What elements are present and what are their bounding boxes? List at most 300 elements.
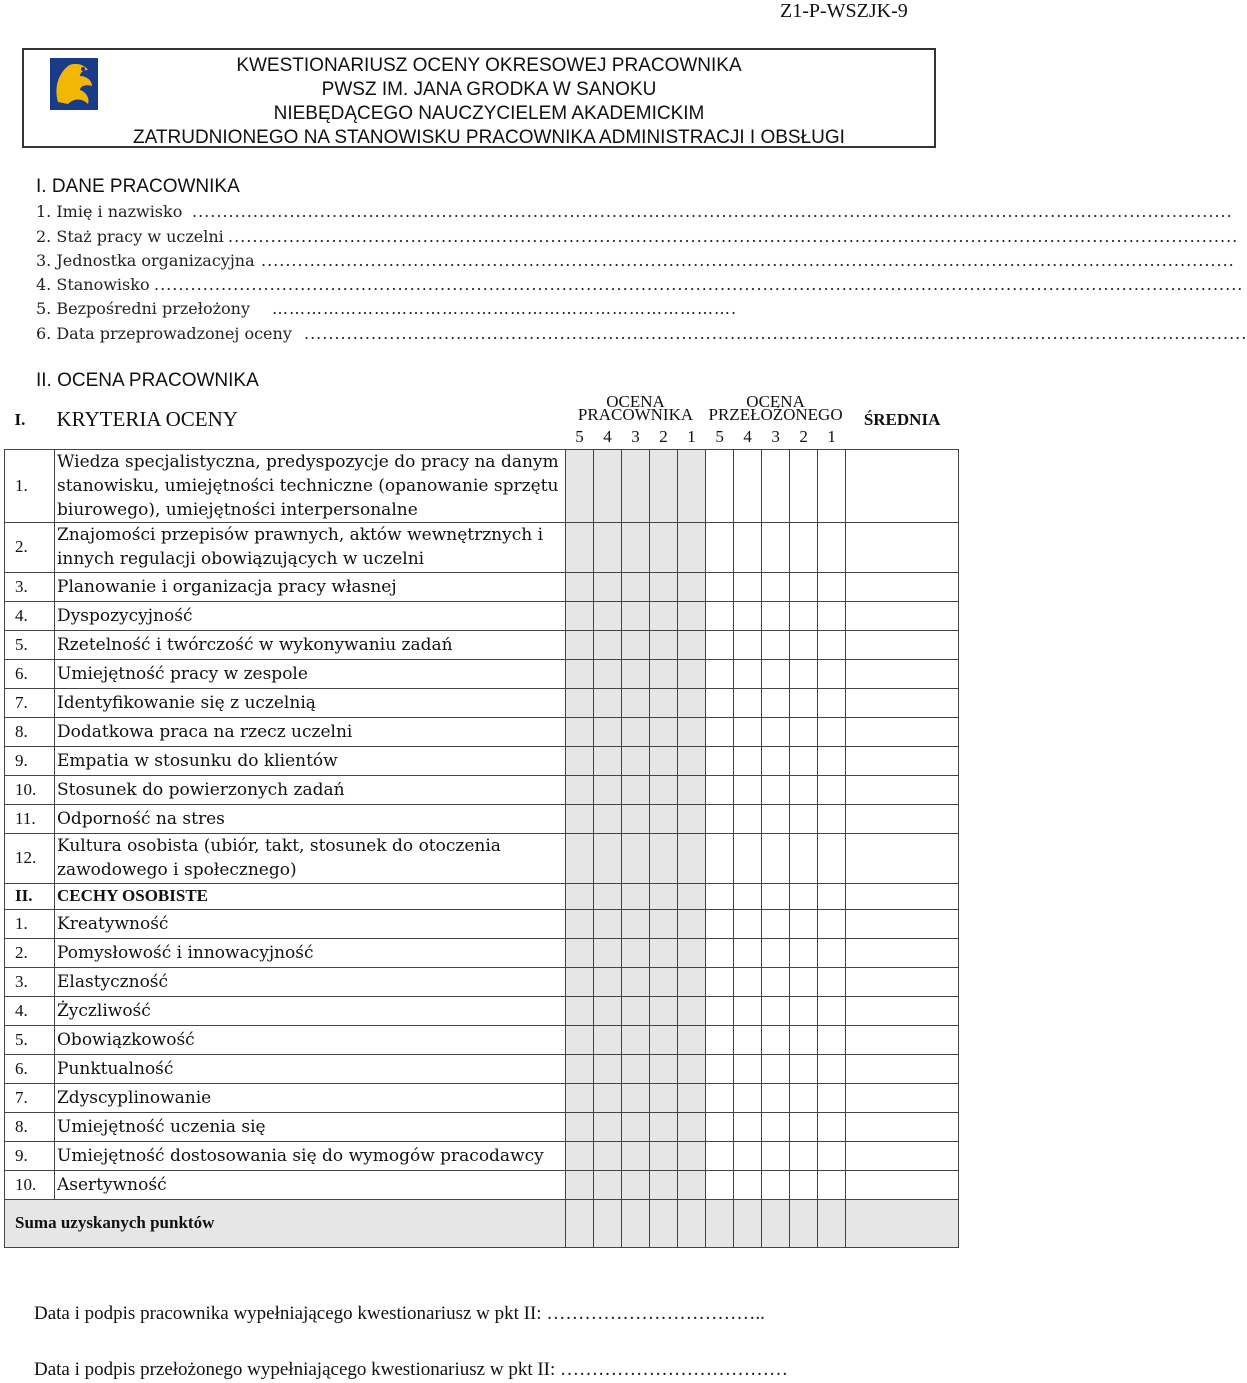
sum-cell[interactable] bbox=[566, 1199, 594, 1247]
supervisor-score-cell[interactable] bbox=[790, 1054, 818, 1083]
employee-score-cell[interactable] bbox=[622, 630, 650, 659]
employee-score-cell[interactable] bbox=[678, 572, 706, 601]
group-blank-cell bbox=[846, 883, 959, 909]
criterion-text: Empatia w stosunku do klientów bbox=[55, 746, 566, 775]
supervisor-score-cell[interactable] bbox=[790, 630, 818, 659]
employee-score-cell[interactable] bbox=[566, 688, 594, 717]
employee-score-cell[interactable] bbox=[678, 967, 706, 996]
supervisor-score-cell[interactable] bbox=[790, 746, 818, 775]
employee-score-cell[interactable] bbox=[678, 775, 706, 804]
supervisor-score-cell[interactable] bbox=[790, 717, 818, 746]
employee-score-cell[interactable] bbox=[678, 601, 706, 630]
supervisor-score-cell[interactable] bbox=[734, 1054, 762, 1083]
employee-score-cell[interactable] bbox=[622, 775, 650, 804]
employee-score-cell[interactable] bbox=[566, 775, 594, 804]
employee-score-cell[interactable] bbox=[678, 1141, 706, 1170]
employee-score-cell[interactable] bbox=[566, 1054, 594, 1083]
field-jednostka[interactable] bbox=[36, 251, 1235, 270]
field-staz-pracy[interactable] bbox=[36, 227, 1239, 246]
employee-score-cell[interactable] bbox=[566, 1170, 594, 1199]
average-cell[interactable] bbox=[846, 572, 959, 601]
employee-score-cell[interactable] bbox=[678, 1054, 706, 1083]
supervisor-score-cell[interactable] bbox=[790, 938, 818, 967]
trait-number: 5. bbox=[5, 1025, 55, 1054]
trait-text: Umiejętność uczenia się bbox=[55, 1112, 566, 1141]
supervisor-score-cell[interactable] bbox=[818, 804, 846, 833]
supervisor-score-cell[interactable] bbox=[734, 572, 762, 601]
field-fill: ................................................................................................................................................................................... bbox=[154, 275, 1244, 294]
employee-score-cell[interactable] bbox=[622, 833, 650, 883]
employee-score-cell[interactable] bbox=[566, 449, 594, 522]
employee-score-cell[interactable] bbox=[650, 909, 678, 938]
group-blank-cell bbox=[818, 883, 846, 909]
employee-score-cell[interactable] bbox=[566, 601, 594, 630]
supervisor-score-cell[interactable] bbox=[706, 938, 734, 967]
supervisor-score-cell[interactable] bbox=[818, 449, 846, 522]
supervisor-score-cell[interactable] bbox=[818, 1141, 846, 1170]
supervisor-score-cell[interactable] bbox=[762, 717, 790, 746]
supervisor-score-cell[interactable] bbox=[762, 1083, 790, 1112]
supervisor-score-cell[interactable] bbox=[762, 938, 790, 967]
employee-score-cell[interactable] bbox=[622, 717, 650, 746]
employee-score-cell[interactable] bbox=[678, 1170, 706, 1199]
supervisor-score-cell[interactable] bbox=[762, 833, 790, 883]
employee-score-cell[interactable] bbox=[594, 1112, 622, 1141]
header-line-2: PWSZ IM. JANA GRODKA W SANOKU bbox=[321, 79, 657, 100]
supervisor-score-cell[interactable] bbox=[818, 522, 846, 572]
employee-score-cell[interactable] bbox=[678, 909, 706, 938]
supervisor-score-cell[interactable] bbox=[762, 996, 790, 1025]
supervisor-score-cell[interactable] bbox=[762, 572, 790, 601]
supervisor-score-cell[interactable] bbox=[790, 1170, 818, 1199]
employee-score-cell[interactable] bbox=[650, 1170, 678, 1199]
employee-score-cell[interactable] bbox=[594, 659, 622, 688]
trait-text: Życzliwość bbox=[55, 996, 566, 1025]
employee-score-cell[interactable] bbox=[678, 938, 706, 967]
trait-number: 6. bbox=[5, 1054, 55, 1083]
employee-score-cell[interactable] bbox=[650, 967, 678, 996]
supervisor-score-cell[interactable] bbox=[706, 717, 734, 746]
employee-score-cell[interactable] bbox=[622, 804, 650, 833]
average-cell[interactable] bbox=[846, 601, 959, 630]
employee-score-cell[interactable] bbox=[594, 909, 622, 938]
employee-score-cell[interactable] bbox=[594, 1025, 622, 1054]
employee-score-cell[interactable] bbox=[622, 746, 650, 775]
employee-score-cell[interactable] bbox=[566, 1083, 594, 1112]
employee-score-cell[interactable] bbox=[622, 967, 650, 996]
supervisor-score-cell[interactable] bbox=[762, 601, 790, 630]
supervisor-score-cell[interactable] bbox=[706, 449, 734, 522]
sum-cell[interactable] bbox=[678, 1199, 706, 1247]
employee-score-cell[interactable] bbox=[622, 938, 650, 967]
supervisor-score-cell[interactable] bbox=[818, 1083, 846, 1112]
employee-score-cell[interactable] bbox=[650, 746, 678, 775]
employee-score-cell[interactable] bbox=[566, 572, 594, 601]
employee-score-cell[interactable] bbox=[650, 688, 678, 717]
supervisor-score-cell[interactable] bbox=[762, 1025, 790, 1054]
sum-average-cell[interactable] bbox=[846, 1199, 959, 1247]
supervisor-score-cell[interactable] bbox=[734, 938, 762, 967]
sum-cell[interactable] bbox=[706, 1199, 734, 1247]
criterion-number: 5. bbox=[5, 630, 55, 659]
supervisor-score-cell[interactable] bbox=[790, 1141, 818, 1170]
employee-score-cell[interactable] bbox=[594, 775, 622, 804]
employee-score-cell[interactable] bbox=[650, 804, 678, 833]
employee-score-cell[interactable] bbox=[650, 938, 678, 967]
supervisor-score-cell[interactable] bbox=[762, 909, 790, 938]
supervisor-score-cell[interactable] bbox=[706, 601, 734, 630]
supervisor-score-cell[interactable] bbox=[706, 1054, 734, 1083]
employee-score-cell[interactable] bbox=[594, 804, 622, 833]
employee-score-cell[interactable] bbox=[650, 572, 678, 601]
supervisor-score-cell[interactable] bbox=[706, 996, 734, 1025]
employee-score-cell[interactable] bbox=[678, 659, 706, 688]
supervisor-signature-line: Data i podpis przełożonego wypełniającego kwestionariusz w pkt II: ……………………………… bbox=[34, 1359, 789, 1380]
employee-score-cell[interactable] bbox=[678, 1083, 706, 1112]
employee-score-cell[interactable] bbox=[650, 630, 678, 659]
table-row bbox=[5, 996, 959, 1025]
employee-score-cell[interactable] bbox=[566, 1112, 594, 1141]
employee-score-cell[interactable] bbox=[566, 1025, 594, 1054]
supervisor-score-cell[interactable] bbox=[706, 659, 734, 688]
employee-score-cell[interactable] bbox=[566, 717, 594, 746]
supervisor-score-cell[interactable] bbox=[790, 1112, 818, 1141]
average-cell[interactable] bbox=[846, 746, 959, 775]
employee-score-cell[interactable] bbox=[678, 1025, 706, 1054]
employee-score-cell[interactable] bbox=[566, 909, 594, 938]
employee-score-cell[interactable] bbox=[566, 630, 594, 659]
employee-score-cell[interactable] bbox=[622, 1054, 650, 1083]
employee-score-cell[interactable] bbox=[650, 1054, 678, 1083]
employee-score-cell[interactable] bbox=[678, 1112, 706, 1141]
supervisor-score-cell[interactable] bbox=[790, 1025, 818, 1054]
supervisor-score-cell[interactable] bbox=[706, 1025, 734, 1054]
employee-score-cell[interactable] bbox=[594, 572, 622, 601]
employee-score-cell[interactable] bbox=[678, 996, 706, 1025]
field-label: 5. Bezpośredni przełożony bbox=[36, 299, 250, 318]
employee-score-cell[interactable] bbox=[566, 833, 594, 883]
supervisor-score-cell[interactable] bbox=[818, 938, 846, 967]
sum-label: Suma uzyskanych punktów bbox=[5, 1199, 566, 1247]
table-row bbox=[5, 746, 959, 775]
employee-score-cell[interactable] bbox=[566, 938, 594, 967]
field-stanowisko[interactable] bbox=[36, 275, 1244, 294]
employee-score-cell[interactable] bbox=[622, 1170, 650, 1199]
average-cell[interactable] bbox=[846, 688, 959, 717]
employee-score-cell[interactable] bbox=[594, 1141, 622, 1170]
group-blank-cell bbox=[734, 883, 762, 909]
supervisor-score-cell[interactable] bbox=[734, 601, 762, 630]
employee-score-cell[interactable] bbox=[594, 1170, 622, 1199]
employee-score-cell[interactable] bbox=[566, 1141, 594, 1170]
employee-score-cell[interactable] bbox=[678, 449, 706, 522]
ocena-pracownika-header: OCENA PRACOWNIKA bbox=[577, 392, 694, 424]
employee-score-cell[interactable] bbox=[566, 659, 594, 688]
supervisor-score-cell[interactable] bbox=[706, 1141, 734, 1170]
supervisor-score-cell[interactable] bbox=[706, 1112, 734, 1141]
supervisor-score-cell[interactable] bbox=[734, 449, 762, 522]
average-cell[interactable] bbox=[846, 1054, 959, 1083]
supervisor-score-cell[interactable] bbox=[762, 522, 790, 572]
average-cell[interactable] bbox=[846, 996, 959, 1025]
supervisor-score-cell[interactable] bbox=[706, 746, 734, 775]
average-cell[interactable] bbox=[846, 909, 959, 938]
sum-cell[interactable] bbox=[762, 1199, 790, 1247]
trait-number: 2. bbox=[5, 938, 55, 967]
average-cell[interactable] bbox=[846, 1025, 959, 1054]
employee-score-cell[interactable] bbox=[594, 1083, 622, 1112]
supervisor-score-cell[interactable] bbox=[706, 967, 734, 996]
supervisor-score-cell[interactable] bbox=[818, 1025, 846, 1054]
supervisor-score-cell[interactable] bbox=[818, 688, 846, 717]
supervisor-score-cell[interactable] bbox=[734, 688, 762, 717]
employee-score-cell[interactable] bbox=[650, 1083, 678, 1112]
average-cell[interactable] bbox=[846, 449, 959, 522]
field-przelozony[interactable] bbox=[36, 299, 738, 318]
supervisor-score-cell[interactable] bbox=[762, 804, 790, 833]
supervisor-score-cell[interactable] bbox=[790, 449, 818, 522]
table-row bbox=[5, 1083, 959, 1112]
supervisor-score-cell[interactable] bbox=[790, 1083, 818, 1112]
supervisor-score-cell[interactable] bbox=[818, 717, 846, 746]
employee-score-cell[interactable] bbox=[594, 601, 622, 630]
scale-value: 2 bbox=[799, 426, 808, 446]
supervisor-score-cell[interactable] bbox=[790, 659, 818, 688]
supervisor-score-cell[interactable] bbox=[706, 688, 734, 717]
supervisor-score-cell[interactable] bbox=[762, 746, 790, 775]
supervisor-score-cell[interactable] bbox=[734, 659, 762, 688]
table-row bbox=[5, 572, 959, 601]
supervisor-score-cell[interactable] bbox=[706, 572, 734, 601]
supervisor-score-cell[interactable] bbox=[734, 967, 762, 996]
employee-score-cell[interactable] bbox=[678, 804, 706, 833]
average-cell[interactable] bbox=[846, 1083, 959, 1112]
criterion-text: Wiedza specjalistyczna, predyspozycje do pracy na danym stanowisku, umiejętności techniczne (opanowanie sprzętu biurowego), umiejętności interpersonalne bbox=[55, 449, 566, 522]
criterion-text: Dyspozycyjność bbox=[55, 601, 566, 630]
employee-score-cell[interactable] bbox=[594, 833, 622, 883]
employee-score-cell[interactable] bbox=[650, 1141, 678, 1170]
employee-score-cell[interactable] bbox=[678, 522, 706, 572]
supervisor-score-cell[interactable] bbox=[790, 804, 818, 833]
sum-cell[interactable] bbox=[594, 1199, 622, 1247]
supervisor-score-cell[interactable] bbox=[818, 630, 846, 659]
employee-score-cell[interactable] bbox=[678, 746, 706, 775]
field-label: 4. Stanowisko bbox=[36, 275, 150, 294]
table-row bbox=[5, 1170, 959, 1199]
supervisor-score-cell[interactable] bbox=[706, 804, 734, 833]
employee-score-cell[interactable] bbox=[622, 996, 650, 1025]
average-cell[interactable] bbox=[846, 775, 959, 804]
employee-score-cell[interactable] bbox=[678, 833, 706, 883]
criterion-number: 12. bbox=[5, 833, 55, 883]
supervisor-score-cell[interactable] bbox=[818, 601, 846, 630]
table-row bbox=[5, 833, 959, 883]
employee-score-cell[interactable] bbox=[622, 1112, 650, 1141]
supervisor-score-cell[interactable] bbox=[734, 717, 762, 746]
average-cell[interactable] bbox=[846, 659, 959, 688]
employee-score-cell[interactable] bbox=[622, 601, 650, 630]
supervisor-score-cell[interactable] bbox=[734, 909, 762, 938]
average-cell[interactable] bbox=[846, 522, 959, 572]
employee-score-cell[interactable] bbox=[594, 717, 622, 746]
employee-score-cell[interactable] bbox=[622, 572, 650, 601]
table-row bbox=[5, 630, 959, 659]
employee-score-cell[interactable] bbox=[622, 909, 650, 938]
supervisor-score-cell[interactable] bbox=[734, 1112, 762, 1141]
field-fill: ...................................................................................................................................................................... bbox=[228, 227, 1239, 246]
supervisor-score-cell[interactable] bbox=[706, 909, 734, 938]
sum-cell[interactable] bbox=[818, 1199, 846, 1247]
employee-score-cell[interactable] bbox=[594, 938, 622, 967]
supervisor-score-cell[interactable] bbox=[790, 833, 818, 883]
employee-score-cell[interactable] bbox=[566, 967, 594, 996]
supervisor-score-cell[interactable] bbox=[790, 909, 818, 938]
employee-score-cell[interactable] bbox=[566, 804, 594, 833]
supervisor-score-cell[interactable] bbox=[762, 967, 790, 996]
supervisor-score-cell[interactable] bbox=[818, 659, 846, 688]
supervisor-score-cell[interactable] bbox=[706, 833, 734, 883]
supervisor-score-cell[interactable] bbox=[818, 1112, 846, 1141]
average-cell[interactable] bbox=[846, 833, 959, 883]
employee-score-cell[interactable] bbox=[622, 659, 650, 688]
supervisor-score-cell[interactable] bbox=[734, 522, 762, 572]
supervisor-score-cell[interactable] bbox=[818, 996, 846, 1025]
criterion-number: 9. bbox=[5, 746, 55, 775]
supervisor-score-cell[interactable] bbox=[734, 746, 762, 775]
employee-score-cell[interactable] bbox=[622, 1083, 650, 1112]
sum-cell[interactable] bbox=[622, 1199, 650, 1247]
employee-score-cell[interactable] bbox=[594, 967, 622, 996]
employee-score-cell[interactable] bbox=[622, 688, 650, 717]
employee-score-cell[interactable] bbox=[622, 449, 650, 522]
employee-score-cell[interactable] bbox=[650, 522, 678, 572]
employee-score-cell[interactable] bbox=[650, 1025, 678, 1054]
field-label: 6. Data przeprowadzonej oceny bbox=[36, 324, 292, 343]
employee-score-cell[interactable] bbox=[650, 996, 678, 1025]
employee-score-cell[interactable] bbox=[650, 775, 678, 804]
supervisor-score-cell[interactable] bbox=[818, 967, 846, 996]
criterion-number: 3. bbox=[5, 572, 55, 601]
average-cell[interactable] bbox=[846, 804, 959, 833]
employee-score-cell[interactable] bbox=[678, 717, 706, 746]
supervisor-score-cell[interactable] bbox=[790, 572, 818, 601]
employee-score-cell[interactable] bbox=[622, 1025, 650, 1054]
supervisor-score-cell[interactable] bbox=[762, 659, 790, 688]
supervisor-score-cell[interactable] bbox=[734, 1025, 762, 1054]
supervisor-score-cell[interactable] bbox=[790, 688, 818, 717]
supervisor-score-cell[interactable] bbox=[762, 775, 790, 804]
employee-score-cell[interactable] bbox=[566, 746, 594, 775]
average-cell[interactable] bbox=[846, 938, 959, 967]
supervisor-score-cell[interactable] bbox=[706, 630, 734, 659]
supervisor-score-cell[interactable] bbox=[762, 630, 790, 659]
trait-number: 1. bbox=[5, 909, 55, 938]
supervisor-score-cell[interactable] bbox=[790, 996, 818, 1025]
supervisor-score-cell[interactable] bbox=[790, 522, 818, 572]
supervisor-score-cell[interactable] bbox=[818, 1054, 846, 1083]
employee-score-cell[interactable] bbox=[650, 1112, 678, 1141]
supervisor-score-cell[interactable] bbox=[790, 967, 818, 996]
employee-score-cell[interactable] bbox=[622, 1141, 650, 1170]
employee-score-cell[interactable] bbox=[566, 522, 594, 572]
supervisor-score-cell[interactable] bbox=[762, 1054, 790, 1083]
employee-score-cell[interactable] bbox=[594, 522, 622, 572]
scale-value: 5 bbox=[575, 426, 584, 446]
field-data-oceny[interactable] bbox=[36, 324, 1247, 343]
supervisor-score-cell[interactable] bbox=[734, 630, 762, 659]
supervisor-score-cell[interactable] bbox=[818, 775, 846, 804]
supervisor-score-cell[interactable] bbox=[818, 746, 846, 775]
supervisor-score-cell[interactable] bbox=[706, 775, 734, 804]
supervisor-score-cell[interactable] bbox=[790, 601, 818, 630]
supervisor-score-cell[interactable] bbox=[706, 1170, 734, 1199]
supervisor-score-cell[interactable] bbox=[762, 449, 790, 522]
supervisor-score-cell[interactable] bbox=[734, 1141, 762, 1170]
employee-score-cell[interactable] bbox=[594, 630, 622, 659]
supervisor-score-cell[interactable] bbox=[818, 1170, 846, 1199]
average-cell[interactable] bbox=[846, 1170, 959, 1199]
field-imie-nazwisko[interactable] bbox=[36, 202, 1233, 221]
sum-cell[interactable] bbox=[650, 1199, 678, 1247]
trait-text: Elastyczność bbox=[55, 967, 566, 996]
average-cell[interactable] bbox=[846, 1141, 959, 1170]
employee-score-cell[interactable] bbox=[650, 449, 678, 522]
employee-score-cell[interactable] bbox=[678, 630, 706, 659]
supervisor-score-cell[interactable] bbox=[734, 804, 762, 833]
supervisor-score-cell[interactable] bbox=[706, 522, 734, 572]
criterion-text: Umiejętność pracy w zespole bbox=[55, 659, 566, 688]
supervisor-score-cell[interactable] bbox=[734, 1083, 762, 1112]
supervisor-score-cell[interactable] bbox=[734, 775, 762, 804]
employee-score-cell[interactable] bbox=[594, 688, 622, 717]
supervisor-score-cell[interactable] bbox=[818, 909, 846, 938]
sum-cell[interactable] bbox=[734, 1199, 762, 1247]
employee-score-cell[interactable] bbox=[650, 659, 678, 688]
supervisor-score-cell[interactable] bbox=[762, 1170, 790, 1199]
employee-score-cell[interactable] bbox=[650, 601, 678, 630]
group-header-row bbox=[5, 883, 959, 909]
employee-score-cell[interactable] bbox=[650, 717, 678, 746]
criterion-text: Stosunek do powierzonych zadań bbox=[55, 775, 566, 804]
supervisor-score-cell[interactable] bbox=[762, 1112, 790, 1141]
trait-number: 9. bbox=[5, 1141, 55, 1170]
employee-score-cell[interactable] bbox=[594, 1054, 622, 1083]
employee-score-cell[interactable] bbox=[594, 746, 622, 775]
supervisor-score-cell[interactable] bbox=[734, 1170, 762, 1199]
supervisor-score-cell[interactable] bbox=[818, 833, 846, 883]
criterion-number: 11. bbox=[5, 804, 55, 833]
employee-score-cell[interactable] bbox=[594, 996, 622, 1025]
average-cell[interactable] bbox=[846, 717, 959, 746]
supervisor-score-cell[interactable] bbox=[762, 688, 790, 717]
employee-score-cell[interactable] bbox=[678, 688, 706, 717]
employee-score-cell[interactable] bbox=[594, 449, 622, 522]
supervisor-score-cell[interactable] bbox=[706, 1083, 734, 1112]
supervisor-score-cell[interactable] bbox=[734, 996, 762, 1025]
employee-score-cell[interactable] bbox=[622, 522, 650, 572]
supervisor-score-cell[interactable] bbox=[762, 1141, 790, 1170]
employee-score-cell[interactable] bbox=[650, 833, 678, 883]
sum-cell[interactable] bbox=[790, 1199, 818, 1247]
scale-value: 3 bbox=[771, 426, 780, 446]
average-cell[interactable] bbox=[846, 967, 959, 996]
supervisor-score-cell[interactable] bbox=[790, 775, 818, 804]
average-cell[interactable] bbox=[846, 630, 959, 659]
supervisor-score-cell[interactable] bbox=[818, 572, 846, 601]
employee-score-cell[interactable] bbox=[566, 996, 594, 1025]
supervisor-score-cell[interactable] bbox=[734, 833, 762, 883]
average-cell[interactable] bbox=[846, 1112, 959, 1141]
